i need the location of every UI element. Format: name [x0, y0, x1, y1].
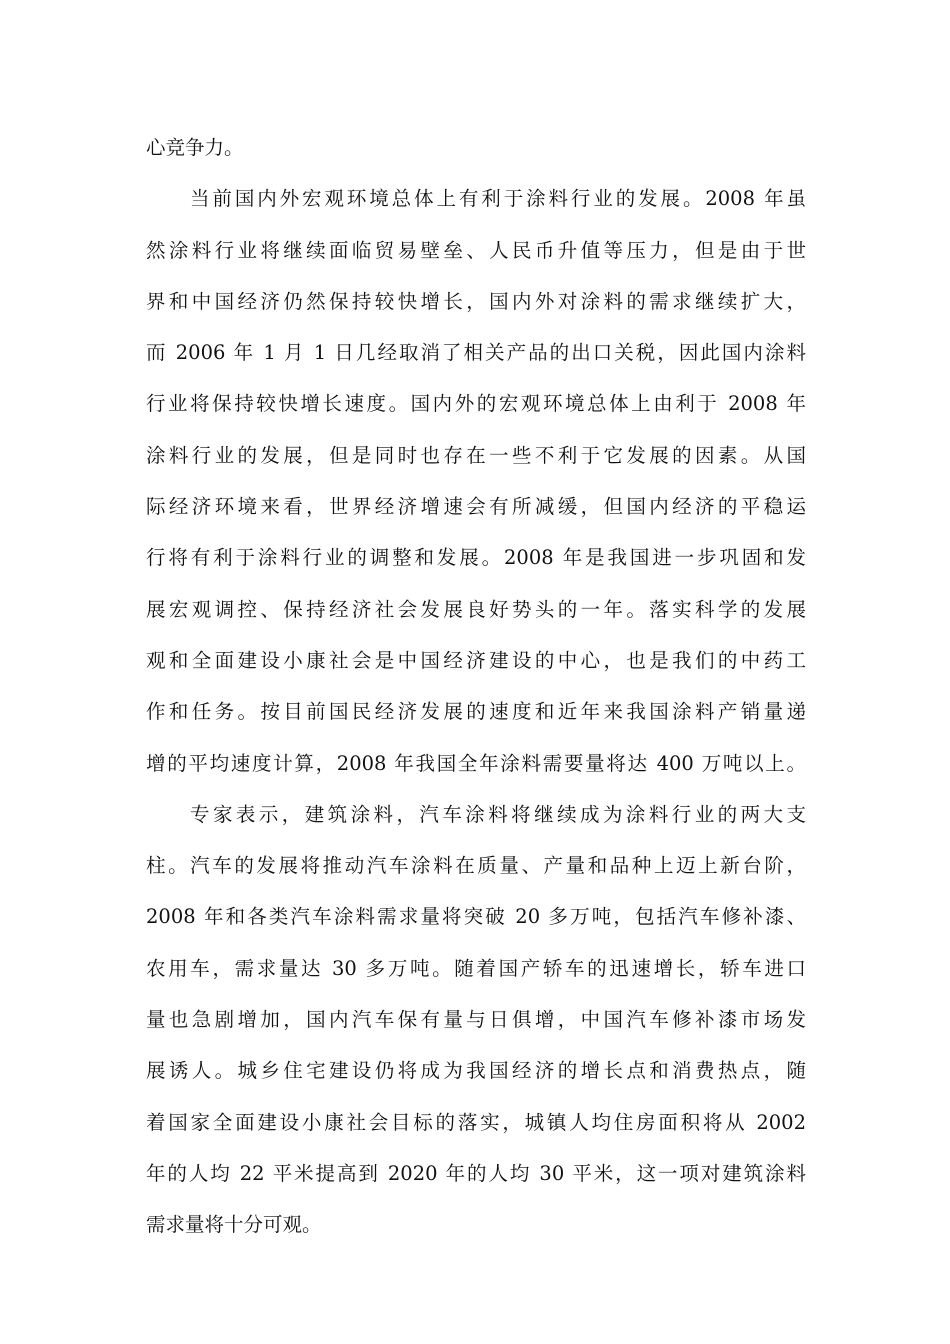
text-line: 农用车，需求量达 30 多万吨。随着国产轿车的迅速增长，轿车进口	[146, 956, 806, 980]
text-line: 需求量将十分可观。	[146, 1213, 322, 1237]
text-line: 观和全面建设小康社会是中国经济建设的中心，也是我们的中药工	[146, 648, 806, 672]
text-line: 年的人均 22 平米提高到 2020 年的人均 30 平米，这一项对建筑涂料	[146, 1161, 806, 1185]
text-line: 心竞争力。	[146, 136, 244, 159]
text-line: 行将有利于涂料行业的调整和发展。2008 年是我国进一步巩固和发	[146, 546, 806, 570]
text-line: 量也急剧增加，国内汽车保有量与日俱增，中国汽车修补漆市场发	[146, 1008, 806, 1032]
text-line: 而 2006 年 1 月 1 日几经取消了相关产品的出口关税，因此国内涂料	[146, 341, 806, 365]
text-line: 着国家全面建设小康社会目标的落实，城镇人均住房面积将从 2002	[146, 1110, 806, 1134]
text-line: 展诱人。城乡住宅建设仍将成为我国经济的增长点和消费热点，随	[146, 1059, 806, 1083]
text-line: 涂料行业的发展，但是同时也存在一些不利于它发展的因素。从国	[146, 443, 806, 467]
text-line: 行业将保持较快增长速度。国内外的宏观环境总体上由利于 2008 年	[146, 392, 806, 416]
text-line: 展宏观调控、保持经济社会发展良好势头的一年。落实科学的发展	[146, 597, 806, 621]
body-text	[146, 128, 806, 1257]
paragraph-start-line: 专家表示，建筑涂料，汽车涂料将继续成为涂料行业的两大支	[190, 802, 806, 826]
text-line: 界和中国经济仍然保持较快增长，国内外对涂料的需求继续扩大，	[146, 289, 806, 313]
text-line: 作和任务。按目前国民经济发展的速度和近年来我国涂料产销量递	[146, 700, 806, 724]
text-line: 然涂料行业将继续面临贸易壁垒、人民币升值等压力，但是由于世	[146, 238, 806, 262]
text-line: 增的平均速度计算，2008 年我国全年涂料需要量将达 400 万吨以上。	[146, 751, 806, 775]
text-line: 际经济环境来看，世界经济增速会有所减缓，但国内经济的平稳运	[146, 495, 806, 519]
paragraph-start-line: 当前国内外宏观环境总体上有利于涂料行业的发展。2008 年虽	[190, 187, 806, 211]
text-line: 柱。汽车的发展将推动汽车涂料在质量、产量和品种上迈上新台阶，	[146, 854, 806, 878]
text-line: 2008 年和各类汽车涂料需求量将突破 20 多万吨，包括汽车修补漆、	[146, 905, 806, 929]
